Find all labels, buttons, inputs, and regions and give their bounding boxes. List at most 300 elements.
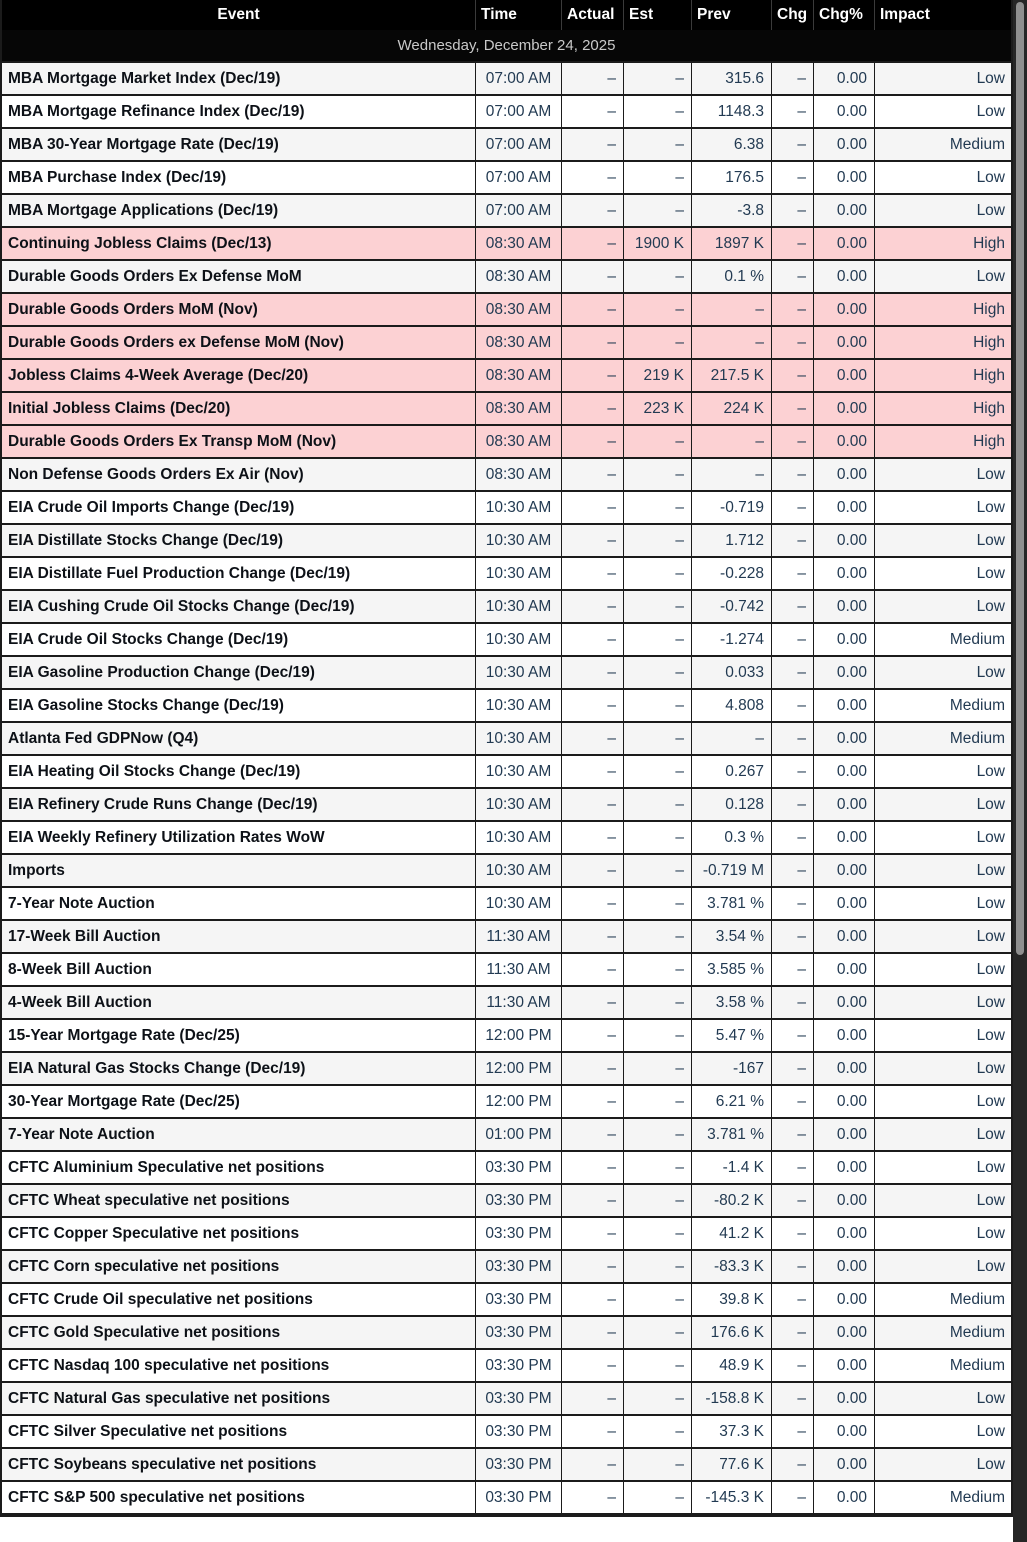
table-row[interactable] (2, 624, 1011, 657)
table-row[interactable] (2, 690, 1011, 723)
table-row[interactable] (2, 1482, 1011, 1515)
impact-cell: Low (976, 993, 1005, 1011)
chg-cell: – (772, 1185, 814, 1216)
chg-pct-cell: 0.00 (814, 1020, 875, 1051)
est-cell: – (624, 888, 692, 919)
actual-cell: – (562, 1482, 624, 1513)
chg-cell: – (772, 690, 814, 721)
impact-cell: Low (976, 597, 1005, 615)
chg-cell: – (772, 1086, 814, 1117)
est-cell: – (624, 723, 692, 754)
prev-cell: 0.128 (692, 789, 772, 820)
time-cell: 08:30 AM (476, 426, 562, 457)
chg-pct-cell: 0.00 (814, 624, 875, 655)
table-row[interactable] (2, 855, 1011, 888)
est-cell: – (624, 426, 692, 457)
chg-pct-cell: 0.00 (814, 1350, 875, 1381)
table-row[interactable] (2, 1053, 1011, 1086)
time-cell: 11:30 AM (476, 921, 562, 952)
event-cell: EIA Distillate Stocks Change (Dec/19) (2, 525, 476, 556)
table-row[interactable] (2, 1317, 1011, 1350)
actual-cell: – (562, 624, 624, 655)
impact-cell: Medium (949, 696, 1005, 714)
event-cell: MBA 30-Year Mortgage Rate (Dec/19) (2, 129, 476, 160)
actual-cell: – (562, 1119, 624, 1150)
actual-cell: – (562, 459, 624, 490)
time-cell: 10:30 AM (476, 558, 562, 589)
chg-pct-cell: 0.00 (814, 1152, 875, 1183)
chg-pct-cell: 0.00 (814, 1317, 875, 1348)
column-header-chg: Chg (772, 0, 814, 30)
prev-cell: 3.781 % (692, 888, 772, 919)
actual-cell: – (562, 987, 624, 1018)
table-row[interactable] (2, 162, 1011, 195)
prev-cell: 3.54 % (692, 921, 772, 952)
time-cell: 10:30 AM (476, 723, 562, 754)
table-row[interactable] (2, 294, 1011, 327)
time-cell: 07:00 AM (476, 195, 562, 226)
est-cell: – (624, 1284, 692, 1315)
prev-cell: -167 (692, 1053, 772, 1084)
event-cell: EIA Gasoline Production Change (Dec/19) (2, 657, 476, 688)
impact-cell: Low (976, 531, 1005, 549)
column-header-impact: Impact (880, 6, 930, 23)
impact-cell: High (973, 333, 1005, 351)
prev-cell: 0.033 (692, 657, 772, 688)
actual-cell: – (562, 954, 624, 985)
table-row[interactable] (2, 1383, 1011, 1416)
chg-pct-cell: 0.00 (814, 1416, 875, 1447)
vertical-scrollbar-thumb[interactable] (1016, 2, 1024, 955)
chg-pct-cell: 0.00 (814, 1449, 875, 1480)
impact-cell: Low (976, 927, 1005, 945)
est-cell: – (624, 162, 692, 193)
chg-cell: – (772, 921, 814, 952)
chg-cell: – (772, 1119, 814, 1150)
actual-cell: – (562, 1086, 624, 1117)
actual-cell: – (562, 1251, 624, 1282)
impact-cell: Medium (949, 135, 1005, 153)
chg-cell: – (772, 162, 814, 193)
table-header-row (2, 0, 1011, 30)
table-row[interactable] (2, 789, 1011, 822)
impact-cell: Low (976, 1092, 1005, 1110)
chg-pct-cell: 0.00 (814, 1251, 875, 1282)
est-cell: – (624, 756, 692, 787)
event-cell: 30-Year Mortgage Rate (Dec/25) (2, 1086, 476, 1117)
event-cell: CFTC Copper Speculative net positions (2, 1218, 476, 1249)
impact-cell: Low (976, 1191, 1005, 1209)
table-row[interactable] (2, 756, 1011, 789)
chg-cell: – (772, 558, 814, 589)
prev-cell: 41.2 K (692, 1218, 772, 1249)
est-cell: – (624, 1218, 692, 1249)
prev-cell: -1.4 K (692, 1152, 772, 1183)
table-row[interactable] (2, 327, 1011, 360)
table-row[interactable] (2, 1416, 1011, 1449)
time-cell: 03:30 PM (476, 1383, 562, 1414)
chg-cell: – (772, 261, 814, 292)
chg-pct-cell: 0.00 (814, 888, 875, 919)
chg-cell: – (772, 492, 814, 523)
chg-cell: – (772, 723, 814, 754)
impact-cell: Low (976, 498, 1005, 516)
time-cell: 12:00 PM (476, 1053, 562, 1084)
est-cell: – (624, 1119, 692, 1150)
table-row[interactable] (2, 1086, 1011, 1119)
chg-cell: – (772, 888, 814, 919)
event-cell: MBA Mortgage Market Index (Dec/19) (2, 63, 476, 94)
actual-cell: – (562, 690, 624, 721)
impact-cell: Medium (949, 1323, 1005, 1341)
impact-cell: Medium (949, 1488, 1005, 1506)
time-cell: 10:30 AM (476, 789, 562, 820)
impact-cell: High (973, 366, 1005, 384)
chg-cell: – (772, 954, 814, 985)
time-cell: 07:00 AM (476, 129, 562, 160)
time-cell: 03:30 PM (476, 1449, 562, 1480)
prev-cell: 1.712 (692, 525, 772, 556)
column-header-event: Event (2, 0, 476, 30)
prev-cell: 3.585 % (692, 954, 772, 985)
chg-pct-cell: 0.00 (814, 789, 875, 820)
impact-cell: Low (976, 69, 1005, 87)
est-cell: – (624, 1020, 692, 1051)
table-row[interactable] (2, 195, 1011, 228)
impact-cell: High (973, 234, 1005, 252)
prev-cell: -80.2 K (692, 1185, 772, 1216)
est-cell: – (624, 459, 692, 490)
prev-cell: 77.6 K (692, 1449, 772, 1480)
chg-cell: – (772, 624, 814, 655)
table-row[interactable] (2, 657, 1011, 690)
impact-cell: Low (976, 1389, 1005, 1407)
time-cell: 03:30 PM (476, 1317, 562, 1348)
chg-cell: – (772, 525, 814, 556)
time-cell: 12:00 PM (476, 1086, 562, 1117)
impact-cell: Low (976, 1224, 1005, 1242)
impact-cell: Low (976, 762, 1005, 780)
impact-cell: Low (976, 861, 1005, 879)
chg-cell: – (772, 1218, 814, 1249)
est-cell: – (624, 1152, 692, 1183)
chg-cell: – (772, 327, 814, 358)
chg-cell: – (772, 1350, 814, 1381)
chg-pct-cell: 0.00 (814, 657, 875, 688)
table-row[interactable] (2, 228, 1011, 261)
event-cell: Continuing Jobless Claims (Dec/13) (2, 228, 476, 259)
chg-cell: – (772, 756, 814, 787)
prev-cell: 0.3 % (692, 822, 772, 853)
impact-cell: High (973, 300, 1005, 318)
table-row[interactable] (2, 558, 1011, 591)
prev-cell: 5.47 % (692, 1020, 772, 1051)
actual-cell: – (562, 558, 624, 589)
chg-pct-cell: 0.00 (814, 162, 875, 193)
actual-cell: – (562, 162, 624, 193)
chg-cell: – (772, 96, 814, 127)
time-cell: 03:30 PM (476, 1152, 562, 1183)
chg-pct-cell: 0.00 (814, 195, 875, 226)
event-cell: Durable Goods Orders Ex Transp MoM (Nov) (2, 426, 476, 457)
chg-pct-cell: 0.00 (814, 1218, 875, 1249)
est-cell: – (624, 261, 692, 292)
table-row[interactable] (2, 1119, 1011, 1152)
time-cell: 10:30 AM (476, 690, 562, 721)
event-cell: CFTC Aluminium Speculative net positions (2, 1152, 476, 1183)
est-cell: – (624, 822, 692, 853)
event-cell: 8-Week Bill Auction (2, 954, 476, 985)
impact-cell: Medium (949, 1290, 1005, 1308)
table-row[interactable] (2, 1350, 1011, 1383)
est-cell: – (624, 921, 692, 952)
est-cell: – (624, 789, 692, 820)
chg-pct-cell: 0.00 (814, 1053, 875, 1084)
event-cell: Durable Goods Orders Ex Defense MoM (2, 261, 476, 292)
chg-cell: – (772, 393, 814, 424)
chg-pct-cell: 0.00 (814, 1185, 875, 1216)
event-cell: Atlanta Fed GDPNow (Q4) (2, 723, 476, 754)
est-cell: – (624, 1251, 692, 1282)
event-cell: 17-Week Bill Auction (2, 921, 476, 952)
impact-cell: Low (976, 1125, 1005, 1143)
chg-pct-cell: 0.00 (814, 63, 875, 94)
time-cell: 10:30 AM (476, 888, 562, 919)
table-row[interactable] (2, 261, 1011, 294)
time-cell: 03:30 PM (476, 1482, 562, 1513)
time-cell: 08:30 AM (476, 228, 562, 259)
event-cell: EIA Heating Oil Stocks Change (Dec/19) (2, 756, 476, 787)
chg-pct-cell: 0.00 (814, 1086, 875, 1117)
impact-cell: Low (976, 828, 1005, 846)
table-row[interactable] (2, 360, 1011, 393)
table-row[interactable] (2, 1251, 1011, 1284)
table-row[interactable] (2, 822, 1011, 855)
prev-cell: 176.6 K (692, 1317, 772, 1348)
est-cell: – (624, 195, 692, 226)
prev-cell: -0.719 M (692, 855, 772, 886)
chg-cell: – (772, 1416, 814, 1447)
table-row[interactable] (2, 921, 1011, 954)
chg-pct-cell: 0.00 (814, 1119, 875, 1150)
actual-cell: – (562, 129, 624, 160)
table-row[interactable] (2, 1185, 1011, 1218)
chg-cell: – (772, 1053, 814, 1084)
est-cell: 1900 K (624, 228, 692, 259)
event-cell: EIA Crude Oil Imports Change (Dec/19) (2, 492, 476, 523)
actual-cell: – (562, 1284, 624, 1315)
impact-cell: Low (976, 1158, 1005, 1176)
chg-cell: – (772, 1251, 814, 1282)
est-cell: – (624, 855, 692, 886)
prev-cell: – (692, 723, 772, 754)
prev-cell: 315.6 (692, 63, 772, 94)
chg-cell: – (772, 63, 814, 94)
est-cell: – (624, 1482, 692, 1513)
event-cell: Jobless Claims 4-Week Average (Dec/20) (2, 360, 476, 391)
chg-cell: – (772, 1482, 814, 1513)
prev-cell: – (692, 459, 772, 490)
time-cell: 10:30 AM (476, 624, 562, 655)
date-group-header: Wednesday, December 24, 2025 (2, 30, 1011, 63)
table-row[interactable] (2, 987, 1011, 1020)
table-row[interactable] (2, 888, 1011, 921)
chg-pct-cell: 0.00 (814, 1284, 875, 1315)
table-row[interactable] (2, 1284, 1011, 1317)
prev-cell: 1148.3 (692, 96, 772, 127)
chg-pct-cell: 0.00 (814, 921, 875, 952)
chg-pct-cell: 0.00 (814, 987, 875, 1018)
event-cell: EIA Distillate Fuel Production Change (Dec/19) (2, 558, 476, 589)
chg-pct-cell: 0.00 (814, 294, 875, 325)
chg-cell: – (772, 1152, 814, 1183)
table-row[interactable] (2, 492, 1011, 525)
actual-cell: – (562, 921, 624, 952)
chg-pct-cell: 0.00 (814, 360, 875, 391)
impact-cell: Low (976, 201, 1005, 219)
actual-cell: – (562, 855, 624, 886)
table-row[interactable] (2, 954, 1011, 987)
actual-cell: – (562, 1317, 624, 1348)
prev-cell: 37.3 K (692, 1416, 772, 1447)
actual-cell: – (562, 888, 624, 919)
event-cell: EIA Cushing Crude Oil Stocks Change (Dec/19) (2, 591, 476, 622)
time-cell: 11:30 AM (476, 987, 562, 1018)
est-cell: 219 K (624, 360, 692, 391)
table-row[interactable] (2, 1218, 1011, 1251)
est-cell: – (624, 1053, 692, 1084)
impact-cell: Low (976, 960, 1005, 978)
table-row[interactable] (2, 1152, 1011, 1185)
event-cell: MBA Mortgage Applications (Dec/19) (2, 195, 476, 226)
table-row[interactable] (2, 723, 1011, 756)
actual-cell: – (562, 261, 624, 292)
impact-cell: Medium (949, 729, 1005, 747)
chg-cell: – (772, 657, 814, 688)
table-row[interactable] (2, 1449, 1011, 1482)
event-cell: MBA Purchase Index (Dec/19) (2, 162, 476, 193)
chg-pct-cell: 0.00 (814, 954, 875, 985)
actual-cell: – (562, 1383, 624, 1414)
table-row[interactable] (2, 426, 1011, 459)
time-cell: 08:30 AM (476, 327, 562, 358)
impact-cell: Low (976, 267, 1005, 285)
event-cell: CFTC Natural Gas speculative net positions (2, 1383, 476, 1414)
est-cell: – (624, 954, 692, 985)
prev-cell: – (692, 426, 772, 457)
prev-cell: 48.9 K (692, 1350, 772, 1381)
est-cell: – (624, 987, 692, 1018)
est-cell: – (624, 129, 692, 160)
time-cell: 03:30 PM (476, 1350, 562, 1381)
impact-cell: Low (976, 465, 1005, 483)
chg-pct-cell: 0.00 (814, 492, 875, 523)
event-cell: Durable Goods Orders ex Defense MoM (Nov) (2, 327, 476, 358)
event-cell: CFTC S&P 500 speculative net positions (2, 1482, 476, 1513)
chg-cell: – (772, 1383, 814, 1414)
event-cell: 7-Year Note Auction (2, 888, 476, 919)
time-cell: 10:30 AM (476, 525, 562, 556)
chg-cell: – (772, 459, 814, 490)
est-cell: 223 K (624, 393, 692, 424)
est-cell: – (624, 294, 692, 325)
actual-cell: – (562, 1350, 624, 1381)
prev-cell: -0.742 (692, 591, 772, 622)
prev-cell: 224 K (692, 393, 772, 424)
event-cell: EIA Natural Gas Stocks Change (Dec/19) (2, 1053, 476, 1084)
table-row[interactable] (2, 63, 1011, 96)
time-cell: 08:30 AM (476, 360, 562, 391)
prev-cell: 176.5 (692, 162, 772, 193)
impact-cell: Low (976, 1422, 1005, 1440)
prev-cell: – (692, 294, 772, 325)
time-cell: 01:00 PM (476, 1119, 562, 1150)
est-cell: – (624, 1317, 692, 1348)
impact-cell: Low (976, 1059, 1005, 1077)
actual-cell: – (562, 723, 624, 754)
actual-cell: – (562, 1449, 624, 1480)
chg-pct-cell: 0.00 (814, 1383, 875, 1414)
prev-cell: 217.5 K (692, 360, 772, 391)
table-row[interactable] (2, 1020, 1011, 1053)
time-cell: 07:00 AM (476, 96, 562, 127)
table-row[interactable] (2, 393, 1011, 426)
table-row[interactable] (2, 525, 1011, 558)
table-row[interactable] (2, 96, 1011, 129)
event-cell: Imports (2, 855, 476, 886)
event-cell: 7-Year Note Auction (2, 1119, 476, 1150)
time-cell: 07:00 AM (476, 63, 562, 94)
column-header-time: Time (476, 0, 562, 30)
chg-cell: – (772, 228, 814, 259)
actual-cell: – (562, 1152, 624, 1183)
actual-cell: – (562, 1053, 624, 1084)
actual-cell: – (562, 195, 624, 226)
chg-pct-cell: 0.00 (814, 327, 875, 358)
actual-cell: – (562, 63, 624, 94)
est-cell: – (624, 591, 692, 622)
est-cell: – (624, 1449, 692, 1480)
actual-cell: – (562, 96, 624, 127)
vertical-scrollbar-track[interactable] (1013, 0, 1027, 1542)
event-cell: EIA Weekly Refinery Utilization Rates WoW (2, 822, 476, 853)
est-cell: – (624, 657, 692, 688)
chg-pct-cell: 0.00 (814, 1482, 875, 1513)
actual-cell: – (562, 756, 624, 787)
table-row[interactable] (2, 591, 1011, 624)
actual-cell: – (562, 294, 624, 325)
est-cell: – (624, 492, 692, 523)
chg-pct-cell: 0.00 (814, 228, 875, 259)
time-cell: 10:30 AM (476, 492, 562, 523)
event-cell: CFTC Soybeans speculative net positions (2, 1449, 476, 1480)
event-cell: Initial Jobless Claims (Dec/20) (2, 393, 476, 424)
actual-cell: – (562, 228, 624, 259)
actual-cell: – (562, 1185, 624, 1216)
table-row[interactable] (2, 129, 1011, 162)
chg-pct-cell: 0.00 (814, 591, 875, 622)
prev-cell: 6.21 % (692, 1086, 772, 1117)
chg-pct-cell: 0.00 (814, 426, 875, 457)
est-cell: – (624, 558, 692, 589)
time-cell: 03:30 PM (476, 1416, 562, 1447)
table-row[interactable] (2, 459, 1011, 492)
event-cell: EIA Crude Oil Stocks Change (Dec/19) (2, 624, 476, 655)
actual-cell: – (562, 1020, 624, 1051)
impact-cell: High (973, 432, 1005, 450)
event-cell: CFTC Corn speculative net positions (2, 1251, 476, 1282)
event-cell: CFTC Crude Oil speculative net positions (2, 1284, 476, 1315)
